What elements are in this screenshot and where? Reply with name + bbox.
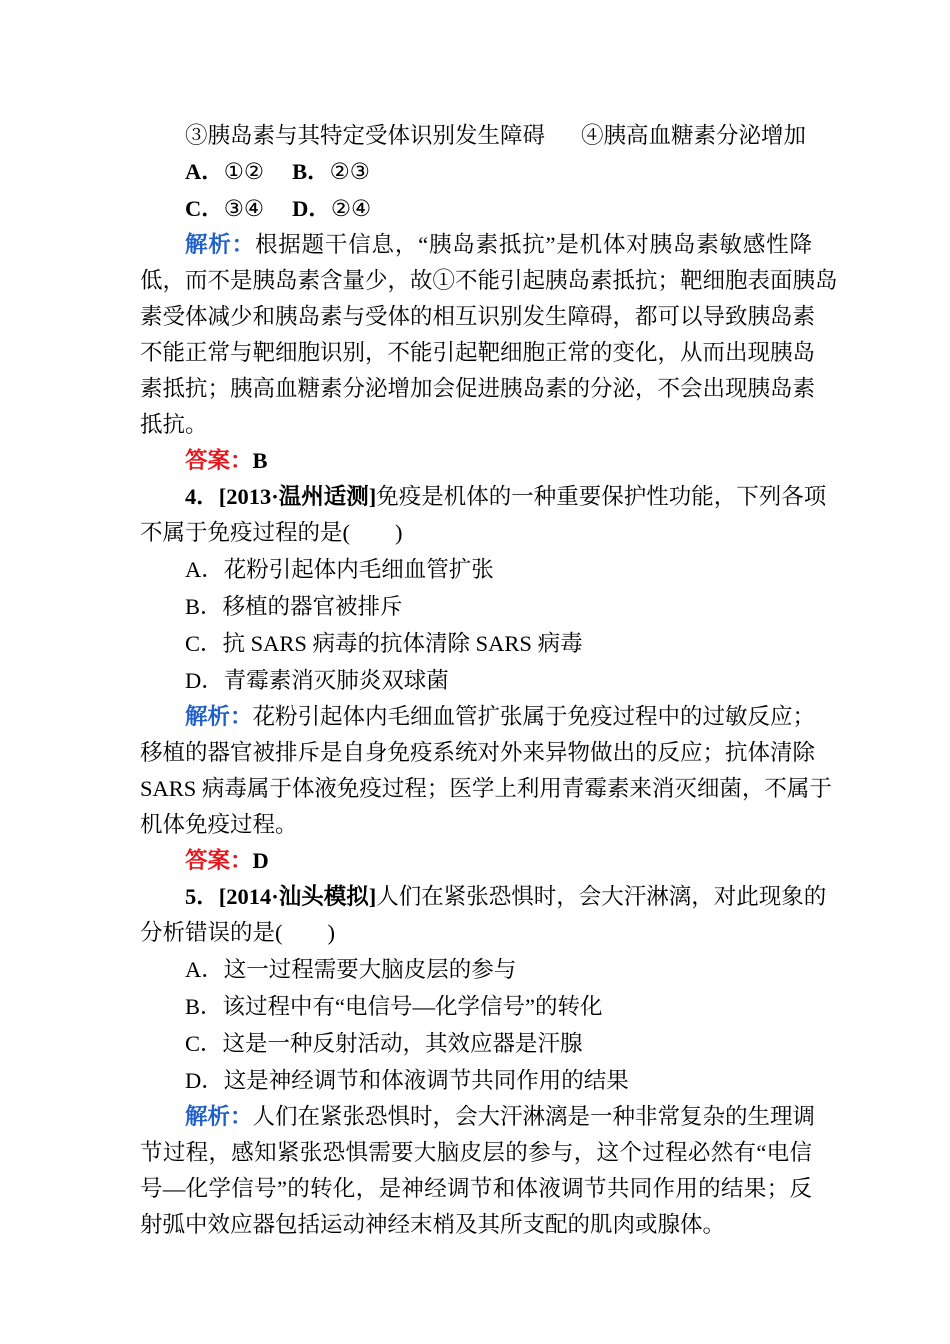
q4-option-a: A．花粉引起体内毛细血管扩张: [185, 557, 494, 582]
q3-answer-label: 答案：: [185, 448, 253, 473]
q3-analysis-line: 低，而不是胰岛素含量少，故①不能引起胰岛素抵抗；靶细胞表面胰岛: [140, 268, 838, 293]
q3-item-3: ③胰岛素与其特定受体识别发生障碍: [185, 123, 546, 148]
q4-answer-value: D: [252, 848, 269, 873]
q4-analysis-line: 机体免疫过程。: [140, 812, 298, 837]
q3-analysis-line: 素抵抗；胰高血糖素分泌增加会促进胰岛素的分泌，不会出现胰岛素: [140, 376, 816, 401]
q3-option-d-label: D．: [292, 196, 331, 221]
q4-number-source: 4．[2013·温州适测]: [185, 484, 377, 509]
q3-option-a-label: A．: [185, 159, 224, 184]
q3-options-ab: [185, 154, 812, 190]
q3-item-4: ④胰高血糖素分泌增加: [581, 123, 807, 148]
q3-option-b: ②③: [329, 159, 370, 184]
q3-answer: [185, 443, 812, 479]
q3-option-a: ①②: [223, 159, 265, 184]
q4-option-b: B．移植的器官被排斥: [185, 594, 403, 619]
q4-stem-text: 免疫是机体的一种重要保护性功能，下列各项: [376, 484, 827, 509]
q3-option-d: ②④: [330, 196, 372, 221]
q3-analysis-line: 抵抗。: [140, 412, 208, 437]
q3-option-c: ③④: [223, 196, 265, 221]
q4-analysis-line: [185, 699, 816, 735]
q4-option-d: D．青霉素消灭肺炎双球菌: [185, 668, 449, 693]
q4-analysis-text: 花粉引起体内毛细血管扩张属于免疫过程中的过敏反应；: [252, 704, 816, 729]
q4-analysis-line: SARS 病毒属于体液免疫过程；医学上利用青霉素来消灭细菌，不属于: [140, 776, 832, 801]
q5-option-d: D．这是神经调节和体液调节共同作用的结果: [185, 1068, 629, 1093]
q5-analysis-line: 射弧中效应器包括运动神经末梢及其所支配的肌肉或腺体。: [140, 1212, 726, 1237]
q5-stem-line: [185, 879, 827, 915]
q4-analysis-line: 移植的器官被排斥是自身免疫系统对外来异物做出的反应；抗体清除: [140, 740, 816, 765]
q5-option-b: B．该过程中有“电信号—化学信号”的转化: [185, 994, 603, 1019]
q3-items-3-4: [185, 118, 812, 154]
q3-option-c-label: C．: [185, 196, 224, 221]
q4-analysis-label: 解析：: [185, 704, 253, 729]
q3-analysis-line: 不能正常与靶细胞识别，不能引起靶细胞正常的变化，从而出现胰岛: [140, 340, 816, 365]
q3-analysis-text: 根据题干信息，“胰岛素抵抗”是机体对胰岛素敏感性降: [254, 232, 812, 257]
q5-stem-line: 分析错误的是( ): [140, 920, 335, 945]
q4-option-c: C．抗 SARS 病毒的抗体清除 SARS 病毒: [185, 631, 583, 656]
q3-option-b-label: B．: [292, 159, 330, 184]
q3-analysis-line: [185, 227, 812, 263]
q5-analysis-label: 解析：: [185, 1104, 253, 1129]
q3-analysis-line: 素受体减少和胰岛素与受体的相互识别发生障碍，都可以导致胰岛素: [140, 304, 816, 329]
q3-options-cd: [185, 191, 812, 227]
q5-option-a: A．这一过程需要大脑皮层的参与: [185, 957, 517, 982]
q4-stem-line: [185, 479, 827, 515]
q5-option-c: C．这是一种反射活动，其效应器是汗腺: [185, 1031, 583, 1056]
q4-stem-line: 不属于免疫过程的是( ): [140, 520, 403, 545]
q5-analysis-line: 号—化学信号”的转化，是神经调节和体液调节共同作用的结果；反: [140, 1176, 812, 1201]
q3-answer-value: B: [252, 448, 268, 473]
q5-analysis-text: 人们在紧张恐惧时，会大汗淋漓是一种非常复杂的生理调: [252, 1104, 816, 1129]
q5-analysis-line: [185, 1099, 816, 1135]
q5-number-source: 5．[2014·汕头模拟]: [185, 884, 377, 909]
q3-analysis-label: 解析：: [185, 232, 255, 257]
q4-answer: [185, 843, 812, 879]
q4-answer-label: 答案：: [185, 848, 253, 873]
q5-stem-text: 人们在紧张恐惧时，会大汗淋漓，对此现象的: [376, 884, 827, 909]
q5-analysis-line: 节过程，感知紧张恐惧需要大脑皮层的参与，这个过程必然有“电信: [140, 1140, 812, 1165]
